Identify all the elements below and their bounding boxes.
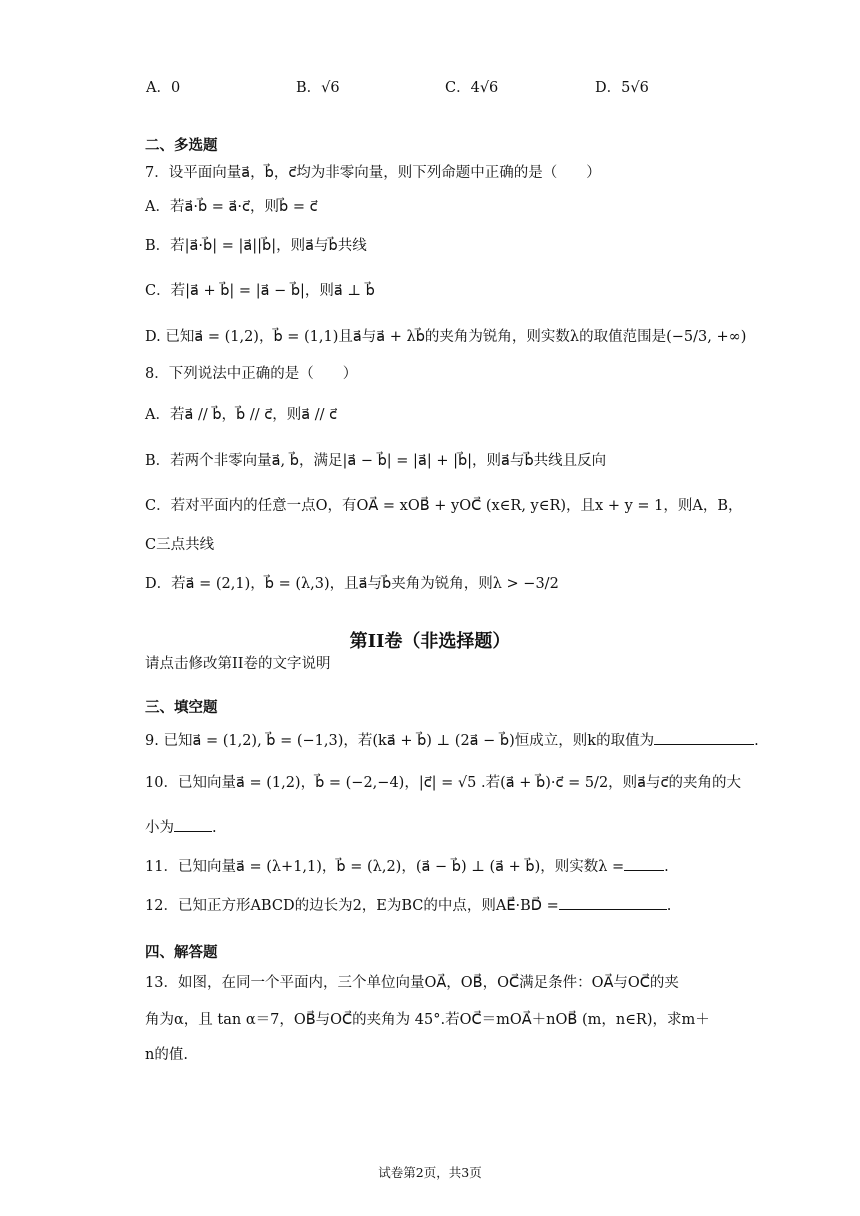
q7-option-a: A．若a⃗·b⃗ = a⃗·c⃗，则b⃗ = c⃗ [145, 199, 318, 215]
q11-answer-blank[interactable] [624, 856, 664, 871]
q6-choice-b: B．√6 [296, 80, 340, 96]
q9-answer-blank[interactable] [654, 730, 754, 745]
q11-question [145, 856, 669, 877]
q8-stem: 8．下列说法中正确的是（ ） [145, 366, 358, 382]
section-title-multiple-choice: 二、多选题 [145, 137, 218, 154]
section-title-solution: 四、解答题 [145, 944, 218, 961]
q6-choice-d: D．5√6 [595, 80, 649, 96]
q8-option-a: A．若a⃗ // b⃗，b⃗ // c⃗，则a⃗ // c⃗ [145, 407, 338, 423]
q9-end: . [754, 733, 759, 749]
q10-line1: 10．已知向量a⃗ = (1,2)，b⃗ = (−2,−4)，|c⃗| = √5 .若(a⃗ + b⃗)·c⃗ = 5/2，则a⃗与c⃗的夹角的大 [145, 775, 742, 791]
q7-option-c: C．若|a⃗ + b⃗| = |a⃗ − b⃗|，则a⃗ ⊥ b⃗ [145, 283, 375, 299]
q7-option-b: B．若|a⃗·b⃗| = |a⃗||b⃗|，则a⃗与b⃗共线 [145, 238, 367, 254]
page-footer: 试卷第2页，共3页 [378, 1165, 482, 1180]
q13-line3: n的值. [145, 1047, 188, 1063]
q11-end: . [664, 859, 669, 875]
q13-line1: 13．如图，在同一个平面内，三个单位向量OA⃗，OB⃗，OC⃗满足条件：OA⃗与OC⃗的夹 [145, 975, 679, 991]
q9-text: 9. 已知a⃗ = (1,2), b⃗ = (−1,3)，若(ka⃗ + b⃗) ⊥ (2a⃗ − b⃗)恒成立，则k的取值为 [145, 733, 655, 749]
q13-line2: 角为α，且 tan α＝7，OB⃗与OC⃗的夹角为 45°.若OC⃗＝mOA⃗＋nOB⃗ (m，n∈R)，求m＋ [145, 1012, 710, 1028]
q12-answer-blank[interactable] [559, 895, 667, 910]
q8-option-c-line2: C三点共线 [145, 537, 215, 553]
q12-question [145, 895, 671, 916]
part2-note: 请点击修改第II卷的文字说明 [145, 656, 331, 672]
q10-answer-blank[interactable] [174, 817, 212, 832]
q6-choice-a: A．0 [146, 80, 181, 96]
q11-text: 11．已知向量a⃗ = (λ+1,1)，b⃗ = (λ,2)，(a⃗ − b⃗) ⊥ (a⃗ + b⃗)，则实数λ = [145, 859, 625, 875]
q8-option-b: B．若两个非零向量a⃗, b⃗，满足|a⃗ − b⃗| = |a⃗| + |b⃗|，则a⃗与b⃗共线且反向 [145, 453, 607, 469]
part2-title: 第II卷（非选择题） [349, 631, 511, 652]
section-title-fill-in: 三、填空题 [145, 699, 218, 716]
q10-end: . [212, 820, 217, 836]
q10-line2 [145, 817, 217, 838]
q8-option-d: D．若a⃗ = (2,1)，b⃗ = (λ,3)，且a⃗与b⃗夹角为锐角，则λ > −3/2 [145, 576, 559, 592]
q6-choice-c: C．4√6 [445, 80, 499, 96]
q9-question [145, 730, 759, 751]
q12-text: 12．已知正方形ABCD的边长为2，E为BC的中点，则AE⃗·BD⃗ = [145, 898, 559, 914]
q7-option-d: D. 已知a⃗ = (1,2)，b⃗ = (1,1)且a⃗与a⃗ + λb⃗的夹角为锐角，则实数λ的取值范围是(−5/3, +∞) [145, 329, 747, 345]
q7-stem: 7．设平面向量a⃗，b⃗，c⃗均为非零向量，则下列命题中正确的是（ ） [145, 165, 601, 181]
q12-end: . [666, 898, 672, 914]
q10-text2: 小为 [145, 820, 174, 836]
q8-option-c-line1: C．若对平面内的任意一点O，有OA⃗ = xOB⃗ + yOC⃗ (x∈R, y∈R)，且x + y = 1，则A，B， [145, 498, 743, 514]
